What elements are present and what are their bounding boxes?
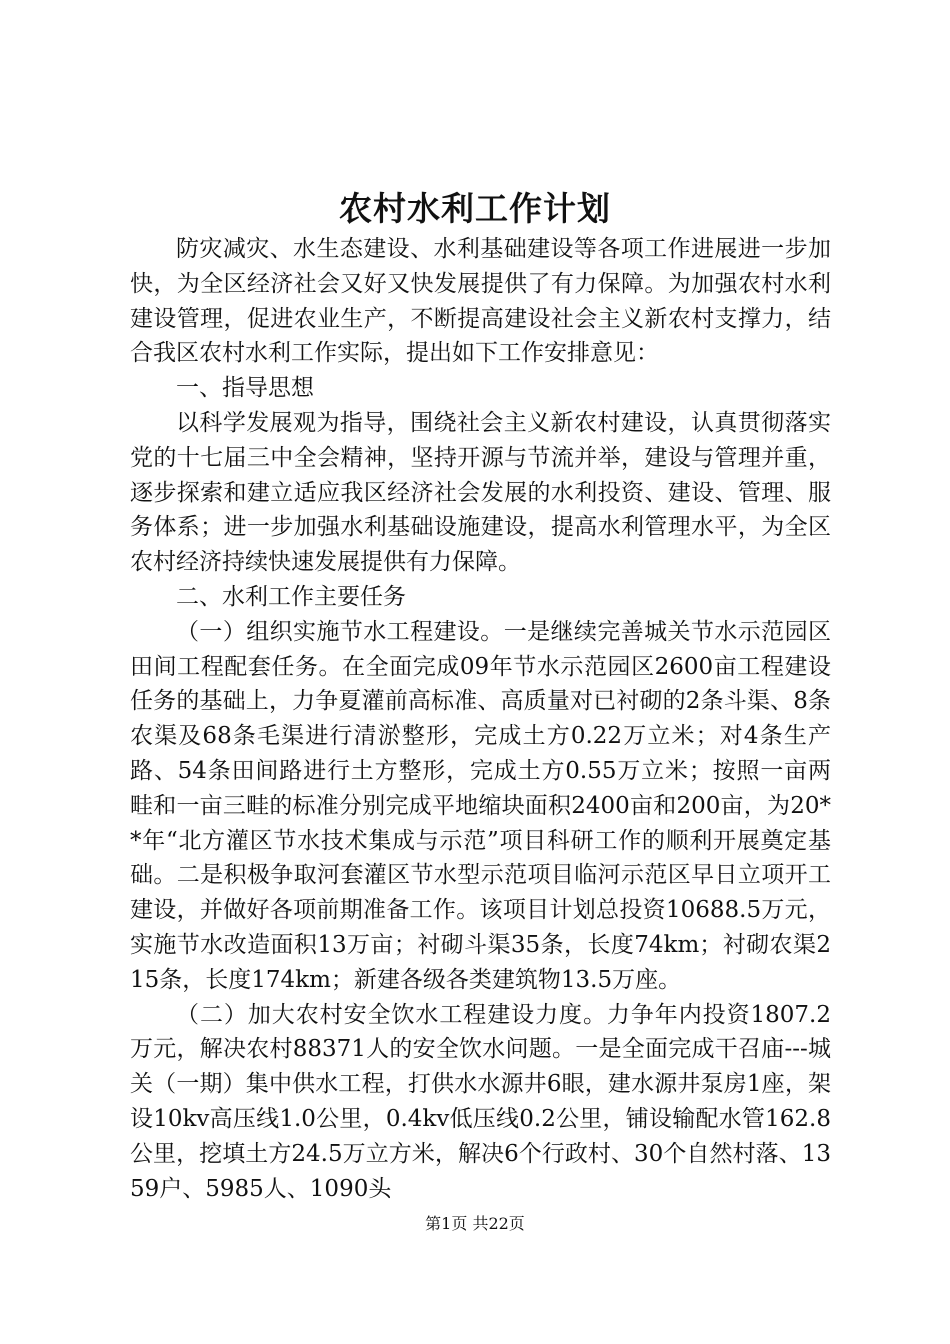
guiding-ideology-paragraph: 以科学发展观为指导，围绕社会主义新农村建设，认真贯彻落实党的十七届三中全会精神，坚持开源与节流并举，建设与管理并重，逐步探索和建立适应我区经济社会发展的水利投资、建设、管理、服务体系；进一步加强水利基础设施建设，提高水利管理水平，为全区农村经济持续快速发展提供有力保障。	[130, 409, 831, 576]
document-body	[130, 232, 831, 1206]
section-heading-main-tasks: 二、水利工作主要任务	[176, 583, 406, 610]
intro-paragraph: 防灾减灾、水生态建设、水利基础建设等各项工作进展进一步加快，为全区经济社会又好又快发展提供了有力保障。为加强农村水利建设管理，促进农业生产，不断提高建设社会主义新农村支撑力，结合我区农村水利工作实际，提出如下工作安排意见：	[130, 236, 831, 367]
task-2-paragraph: （二）加大农村安全饮水工程建设力度。力争年内投资1807.2万元，解决农村88371人的安全饮水问题。一是全面完成干召庙---城关（一期）集中供水工程，打供水水源井6眼，建水源井泵房1座，架设10kv高压线1.0公里，0.4kv低压线0.2公里，铺设输配水管162.8公里，挖填土方24.5万立方米，解决6个行政村、30个自然村落、1359户、5985人、1090头	[130, 1001, 831, 1202]
section-heading-guiding-ideology: 一、指导思想	[176, 375, 314, 402]
task-1-paragraph: （一）组织实施节水工程建设。一是继续完善城关节水示范园区田间工程配套任务。在全面完成09年节水示范园区2600亩工程建设任务的基础上，力争夏灌前高标准、高质量对已衬砌的2条斗渠、8条农渠及68条毛渠进行清淤整形，完成土方0.22万立米；对4条生产路、54条田间路进行土方整形，完成土方0.55万立米；按照一亩两畦和一亩三畦的标准分别完成平地缩块面积2400亩和200亩，为20**年“北方灌区节水技术集成与示范”项目科研工作的顺利开展奠定基础。二是积极争取河套灌区节水型示范项目临河示范区早日立项开工建设，并做好各项前期准备工作。该项目计划总投资10688.5万元，实施节水改造面积13万亩；衬砌斗渠35条，长度74km；衬砌农渠215条，长度174km；新建各级各类建筑物13.5万座。	[130, 618, 831, 993]
document-title: 农村水利工作计划	[339, 189, 611, 228]
page-number-footer: 第1页 共22页	[425, 1214, 525, 1233]
